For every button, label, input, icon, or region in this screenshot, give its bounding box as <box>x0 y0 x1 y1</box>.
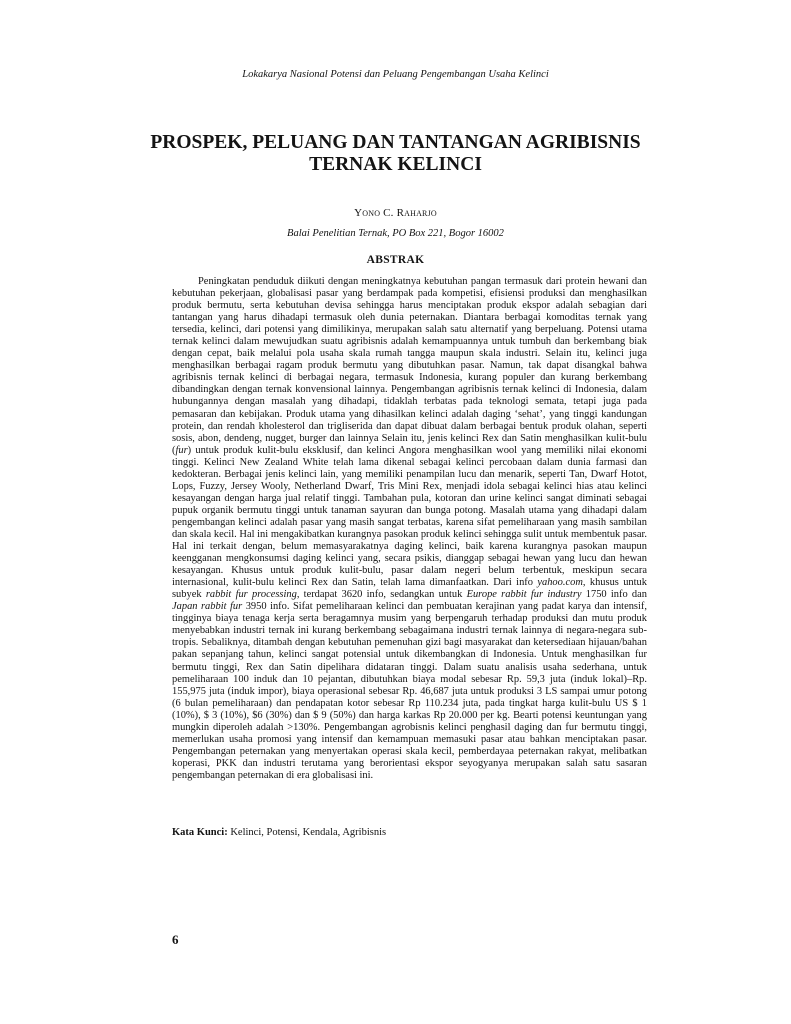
page-number: 6 <box>172 932 179 947</box>
author-affiliation: Balai Penelitian Ternak, PO Box 221, Bogor 16002 <box>287 228 504 239</box>
abstract-italic-term: yahoo.com <box>537 577 583 589</box>
abstract-italic-term: rabbit fur processing <box>205 589 297 601</box>
title-line-1: PROSPEK, PELUANG DAN TANTANGAN AGRIBISNIS <box>150 132 641 153</box>
author-name: Yono C. Raharjo <box>354 207 437 219</box>
abstract-text: ) untuk produk kulit-bulu eksklusif, dan kelinci Angora menghasilkan wool yang memiliki nilai ekonomi tinggi. Kelinci New Zealand White telah lama dikenal sebagai kelinci percobaan dalam dunia farmasi dan kedokteran. Berbagai jenis kelinci lain, yang memiliki penampilan lucu dan menarik, seperti Tan, Dwarf Hotot, Lops, Fuzzy, Jersey Wooly, Netherland Dwarf, Tris Mini Rex, menjadi idola sebagai kelinci hias atau kelinci kesayangan dengan harga jual relatif tinggi. Tambahan pula, kotoran dan urine kelinci sangat diminati sebagai pupuk organik bermutu tinggi untuk tanaman sayuran dan bunga potong. Masalah utama yang dihadapi dalam pengembangan kelinci adalah pasar yang masih sangat terbatas, karena sifat pemeliharaan yang masih sambilan dan skala kecil. Hal ini mengakibatkan kurangnya pasokan produk kelinci sehingga sulit untuk membentuk pasar. Hal ini terkait dengan, belum memasyarakatnya daging kelinci, baik karena kurangnya pasokan maupun keengganan mengkonsumsi daging kelinci yang, secara psikis, dianggap sebagai hewan yang lucu dan hewan kesayangan. Khusus untuk produk kulit-bulu, pasar dalam negeri belum terbentuk, meskipun secara internasional, kulit-bulu kelinci Rex dan Satin, telah lama dimanfaatkan. Dari info <box>172 444 647 589</box>
abstract-body <box>172 276 647 782</box>
abstract-text: , khusus untuk subyek <box>172 577 647 601</box>
abstract-italic-term: fur <box>175 444 188 456</box>
keywords-label: Kata Kunci: <box>172 827 228 838</box>
abstract-italic-term: Europe rabbit fur industry <box>466 589 582 601</box>
keywords-value: Kelinci, Potensi, Kendala, Agribisnis <box>227 827 387 838</box>
abstract-text: Peningkatan penduduk diikuti dengan meningkatnya kebutuhan pangan termasuk dari protein hewani dan kebutuhan pekerjaan, globalisasi pasar yang berdampak pada kompetisi, efisiensi produksi dan menghasilkan produk bermutu, serta kebutuhan devisa sehingga harus menciptakan produk ekspor adalah sebagian dari tantangan yang harus dihadapi termasuk oleh dunia peternakan. Diantara berbagai komoditas ternak yang tersedia, kelinci, dari potensi yang dimilikinya, merupakan salah satu alternatif yang berpeluang. Potensi utama ternak kelinci dalam mewujudkan suatu agribisnis adalah kemampuannya untuk tumbuh dan berkembang biak dengan cepat, baik melalui pola usaha skala rumah tangga maupun skala industri. Selain itu, kelinci juga menghasilkan berbagai ragam produk bermutu yang dibutuhkan pasar. Namun, tak dapat disangkal bahwa agribisnis ternak kelinci di berbagai negara, termasuk Indonesia, kurang populer dan kurang berkembang dibandingkan dengan ternak konvensional lainnya. Pengembangan agribisnis ternak kelinci di Indonesia, dalam hubungannya dengan masalah yang dihadapi, tidaklah terbatas pada teknologi semata, tetapi juga pada pemasaran dan kebijakan. Produk utama yang dihasilkan kelinci adalah daging ‘sehat’, yang tinggi kandungan protein, dan rendah kholesterol dan trigliserida dan dapat dibuat dalam berbagai bentuk produk olahan, seperti sosis, abon, dendeng, nugget, burger dan lainnya Selain itu, jenis kelinci Rex dan Satin menghasilkan kulit-bulu ( <box>172 276 647 456</box>
abstract-heading: ABSTRAK <box>366 254 425 266</box>
abstract-italic-term: Japan rabbit fur <box>172 601 243 613</box>
keywords-line <box>172 827 647 838</box>
abstract-text: 3950 info. Sifat pemeliharaan kelinci dan pembuatan kerajinan yang padat karya dan intensif, tingginya biaya tenaga kerja serta beragamnya musim yang berpengaruh terhadap produksi dan mutu produk menyebabkan industri ternak ini kurang berkembang sebagaimana industri ternak lainnya di negara-negara sub-tropis. Sebaliknya, ditambah dengan kebutuhan pemenuhan gizi bagi masyarakat dan ketersediaan hijauan/bahan pakan sepanjang tahun, kelinci sangat potensial untuk dikembangkan di Indonesia. Untuk menghasilkan fur bermutu tinggi, Rex dan Satin dipelihara didataran tinggi. Dalam suatu analisis usaha sederhana, untuk pemeliharaan 100 induk dan 10 pejantan, dibutuhkan biaya modal sebesar Rp. 59,3 juta (induk lokal)–Rp. 155,975 juta (induk impor), biaya operasional sebesar Rp. 46,687 juta untuk produksi 3 LS sampai umur potong (6 bulan pemeliharaan) dan pendapatan kotor sebesar Rp 110.234 juta, pada tingkat harga kulit-bulu US $ 1 (10%), $ 3 (10%), $6 (30%) dan $ 9 (50%) dan harga karkas Rp 20.000 per kg. Bearti potensi keuntungan yang mungkin diperoleh adalah >130%. Pengembangan agrobisnis kelinci penghasil daging dan fur bermutu tinggi, memerlukan usaha promosi yang intensif dan kemampuan memasuki pasar atau bahkan menciptakan pasar. Pengembangan peternakan yang menyertakan operasi skala kecil, pemberdayaa peternakan rakyat, melibatkan koperasi, PKK dan industri terutama yang berorientasi ekspor seyogyanya merupakan salah satu sasaran pengembangan peternakan di era globalisasi ini. <box>172 601 647 781</box>
abstract-text: 1750 info dan <box>581 589 647 601</box>
paper-title <box>120 132 671 176</box>
title-line-2: TERNAK KELINCI <box>309 154 482 175</box>
abstract-text: , terdapat 3620 info, sedangkan untuk <box>296 589 467 601</box>
running-header: Lokakarya Nasional Potensi dan Peluang Pengembangan Usaha Kelinci <box>242 69 549 80</box>
